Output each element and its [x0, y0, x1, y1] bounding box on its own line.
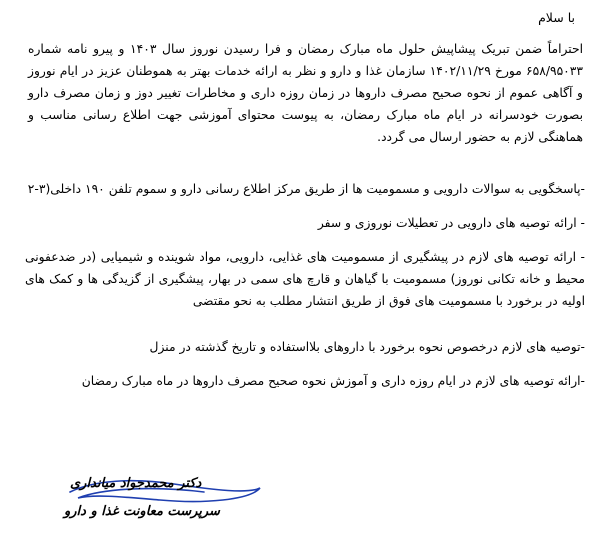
list-item: -ارائه توصیه های لازم در ایام روزه داری و آموزش نحوه صحیح مصرف داروها در ماه مبارک رمضان — [81, 374, 585, 388]
list-item: - ارائه توصیه های لازم در پیشگیری از مسمومیت های غذایی، دارویی، مواد شوینده و شیمیایی (در ضدعفونی محیط و خانه تکانی نوروز) مسمومیت با گیاهان و قارچ های سمی در بهار، پیشگیری از گزیدگی ها و کمک های اولیه در برخورد با مسمومیت های فوق از طریق انتشار مطلب به نحو مقتضی — [25, 250, 585, 308]
list-item: - ارائه توصیه های دارویی در تعطیلات نوروزی و سفر — [317, 216, 585, 230]
list-item: -پاسخگویی به سوالات دارویی و مسمومیت ها از طریق مرکز اطلاع رسانی دارو و سموم تلفن ۱۹۰ داخلی(۳-۲ — [27, 182, 585, 196]
list-item: -توصیه های لازم درخصوص نحوه برخورد با داروهای بلااستفاده و تاریخ گذشته در منزل — [149, 340, 585, 354]
signer-title: سرپرست معاونت غذا و دارو — [64, 504, 220, 519]
signature-block — [64, 470, 264, 530]
greeting: با سلام — [538, 10, 575, 25]
signer-name: دکتر محمدجواد میانداری — [70, 476, 202, 491]
intro-paragraph: احتراماً ضمن تبریک پیشاپیش حلول ماه مبارک رمضان و فرا رسیدن نوروز سال ۱۴۰۳ و پیرو نامه شماره ۶۵۸/۹۵۰۳۳ مورخ ۱۴۰۲/۱۱/۲۹ سازمان غذا و دارو و نظر به ارائه خدمات بهتر به هموطنان عزیز در ایام نوروز و آگاهی عموم از نحوه صحیح مصرف داروها در زمان روزه داری و مخاطرات تغییر دوز و زمان مصرف دارو بصورت خودسرانه در ایام ماه مبارک رمضان، به پیوست محتوای آموزشی جهت اطلاع رسانی مناسب و هماهنگی لازم به حضور ارسال می گردد. — [28, 42, 584, 144]
